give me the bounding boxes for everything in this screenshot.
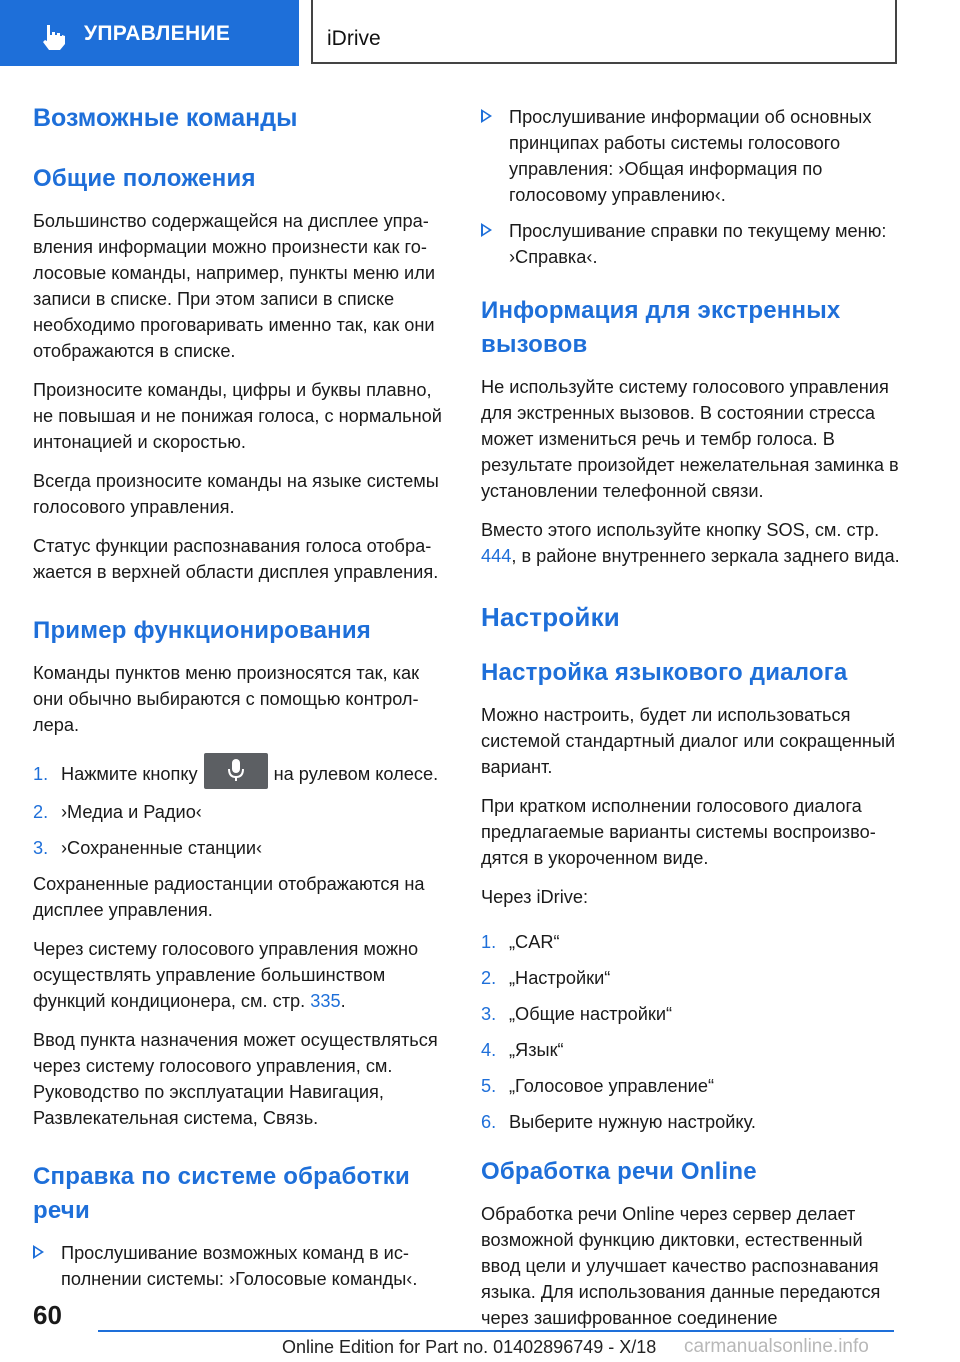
list-item: Прослушивание информации об основных принципах работы системы голосового управления: ›Общая информация по голосовому управлению‹. <box>481 104 901 208</box>
paragraph: Вместо этого используйте кнопку SOS, см. стр. 444, в районе внутреннего зеркала заднего вида. <box>481 520 900 566</box>
step-number: 2. <box>481 968 497 988</box>
dialog-steps <box>481 929 901 1135</box>
paragraph: Обработка речи Online через сервер делает возможной функцию диктовки, естественный ввод цели и улучшает качество распознавания языка. Для использования данные передаются через зашифрованное соединение <box>481 1204 881 1328</box>
triangle-bullet-icon <box>481 223 492 237</box>
list-item: 6. Выберите нужную настройку. <box>481 1109 901 1135</box>
help-list <box>33 1240 448 1292</box>
heading-help: Справка по системе обработки речи <box>33 1163 410 1225</box>
list-item: 2. „Настройки“ <box>481 965 901 991</box>
paragraph: Большинство содержащейся на дисплее управления информации можно произнести как голосовые команды, например, пункты меню или записи в списке. При этом записи в списке необходимо проговаривать именно так, как они отображаются в списке. <box>33 211 435 361</box>
section-title: УПРАВЛЕНИЕ <box>84 22 231 45</box>
paragraph: Сохраненные радиостанции отображаются на дисплее управления. <box>33 874 425 921</box>
example-steps <box>33 761 448 861</box>
list-item: 4. „Язык“ <box>481 1037 901 1063</box>
help-list-continued <box>481 104 901 270</box>
list-item: 1. „CAR“ <box>481 929 901 955</box>
page-link-444[interactable]: 444 <box>481 546 512 566</box>
list-item: 2. ›Медиа и Радио‹ <box>33 799 448 825</box>
heading-online: Обработка речи Online <box>481 1158 757 1185</box>
paragraph: Через систему голосового управления можно осуществлять управление большинством функций кондиционера, см. стр. 335. <box>33 939 419 1012</box>
heading-general: Общие положения <box>33 165 256 192</box>
step-number: 1. <box>33 764 49 784</box>
step-number: 3. <box>33 838 49 859</box>
heading-settings: Настройки <box>481 602 620 632</box>
heading-example: Пример функционирования <box>33 617 372 644</box>
paragraph: Произносите команды, цифры и буквы плавно, не повышая и не понижая голоса, с нормальной интонацией и скоростью. <box>33 380 442 452</box>
watermark: carmanualsonline.info <box>684 1336 869 1357</box>
page-title: Возможные команды <box>33 104 298 132</box>
triangle-bullet-icon <box>33 1245 44 1259</box>
list-item: 1. Нажмите кнопку на рулевом колесе. <box>33 761 448 789</box>
left-column <box>33 100 448 1302</box>
microphone-icon <box>227 758 245 784</box>
paragraph: Не используйте систему голосового управления для экстренных вызовов. В состоянии стресса может измениться речь и тембр голоса. В результате произойдет нежелательная заминка в установлении телефонной связи. <box>481 377 899 501</box>
paragraph: Команды пунктов меню произносятся так, как они обычно выбираются с помощью контроллера. <box>33 663 420 735</box>
step-number: 2. <box>33 802 49 823</box>
footer-rule <box>98 1330 894 1332</box>
list-item: Прослушивание возможных команд в исполнении системы: ›Голосовые команды‹. <box>33 1240 448 1292</box>
paragraph: Через iDrive: <box>481 887 588 907</box>
page-number: 60 <box>33 1300 62 1330</box>
page-link-335[interactable]: 335 <box>310 991 341 1012</box>
list-item: 5. „Голосовое управление“ <box>481 1073 901 1099</box>
triangle-bullet-icon <box>481 109 492 123</box>
paragraph: При кратком исполнении голосового диалога предлагаемые варианты системы воспроизводятся в укороченном виде. <box>481 796 876 868</box>
list-item: Прослушивание справки по текущему меню: ›Справка‹. <box>481 218 901 270</box>
right-column <box>481 104 901 1344</box>
heading-dialog: Настройка языкового диалога <box>481 659 848 686</box>
step-number: 4. <box>481 1040 497 1060</box>
pointing-hand-icon <box>38 22 68 52</box>
voice-button-image <box>204 753 268 789</box>
paragraph: Ввод пункта назначения может осуществляться через систему голосового управления, см. Руководство по эксплуатации Навигация, Развлекательная система, Связь. <box>33 1030 438 1129</box>
step-number: 5. <box>481 1076 497 1096</box>
step-number: 3. <box>481 1004 497 1024</box>
chapter-header <box>311 0 897 64</box>
paragraph: Можно настроить, будет ли использоваться системой стандартный диалог или сокращенный вариант. <box>481 705 896 777</box>
footer-edition: Online Edition for Part no. 01402896749 - X/18 <box>282 1337 657 1357</box>
paragraph: Статус функции распознавания голоса отображается в верхней области дисплея управления. <box>33 536 439 582</box>
section-tab <box>0 0 299 66</box>
list-item: 3. „Общие настройки“ <box>481 1001 901 1027</box>
heading-emergency: Информация для экстренных вызовов <box>481 297 841 358</box>
list-item: 3. ›Сохраненные станции‹ <box>33 835 448 861</box>
step-number: 1. <box>481 932 497 952</box>
paragraph: Всегда произносите команды на языке системы голосового управления. <box>33 471 439 517</box>
step-number: 6. <box>481 1112 497 1132</box>
chapter-title: iDrive <box>327 27 381 50</box>
